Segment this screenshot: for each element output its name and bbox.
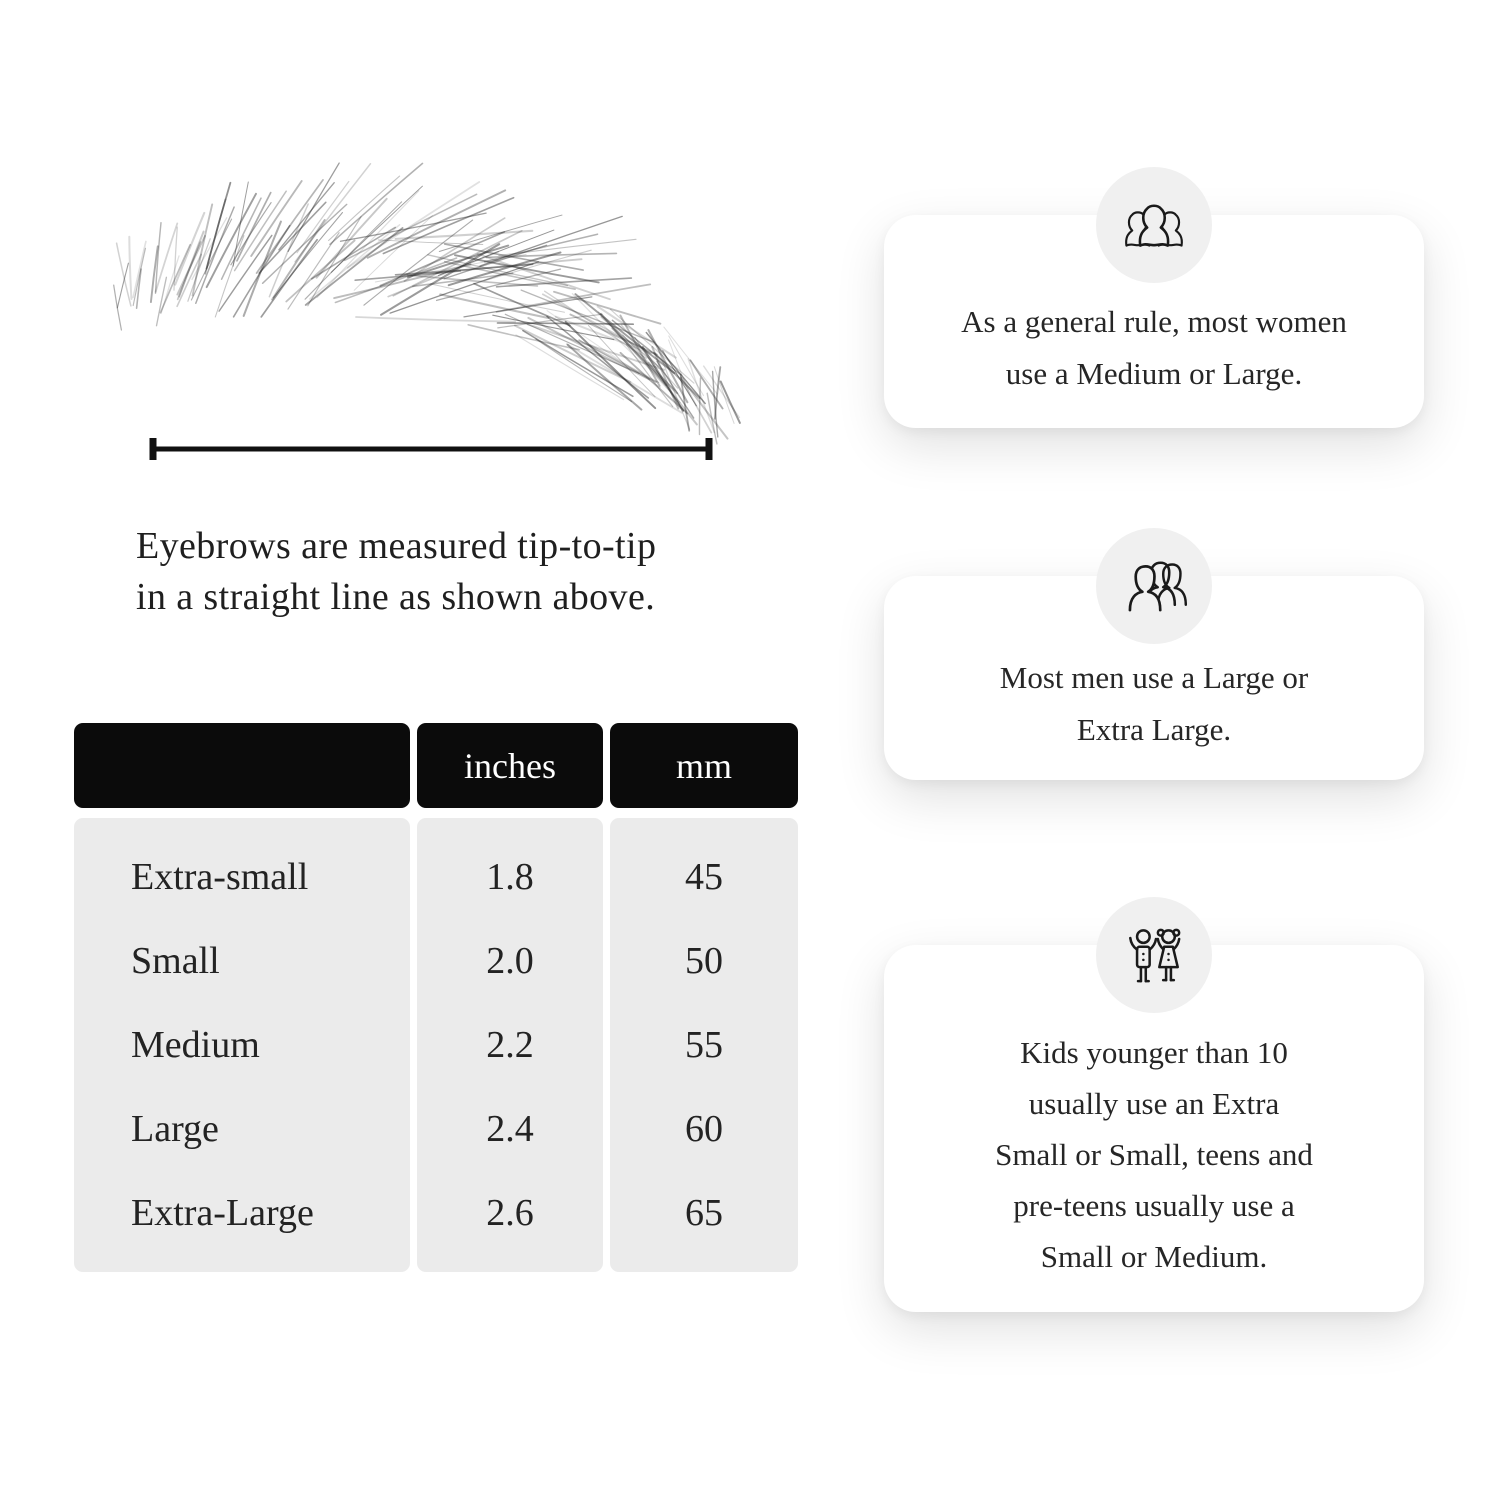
men-sizing-text — [1000, 652, 1309, 756]
card-text-line: use a Medium or Large. — [1005, 355, 1303, 391]
caption-line: in a straight line as shown above. — [136, 576, 656, 618]
card-text-line: pre-teens usually use a — [1013, 1188, 1295, 1223]
mm-value: 60 — [685, 1108, 723, 1150]
caption-line: Eyebrows are measured tip-to-tip — [136, 525, 657, 567]
inches-value: 2.2 — [486, 1024, 534, 1066]
women-sizing-card — [884, 215, 1424, 428]
women-sizing-text — [961, 296, 1347, 400]
men-group-icon — [1096, 528, 1212, 644]
inches-value: 2.4 — [486, 1108, 534, 1150]
card-text-line: Most men use a Large or — [999, 660, 1309, 695]
mm-value: 65 — [685, 1192, 723, 1234]
size-column-header — [74, 723, 410, 808]
card-text-line: Small or Medium. — [1040, 1239, 1268, 1274]
size-label-column — [74, 818, 410, 1272]
measurement-line — [149, 436, 713, 462]
card-text-line: As a general rule, most women — [961, 303, 1347, 339]
women-group-icon — [1096, 167, 1212, 283]
mm-column — [610, 818, 798, 1272]
size-label: Small — [131, 940, 220, 982]
size-label: Extra-Large — [131, 1192, 314, 1234]
inches-column — [417, 818, 603, 1272]
card-text-line: Extra Large. — [1076, 712, 1232, 747]
eyebrow-hairs-svg — [113, 222, 746, 427]
size-label: Large — [131, 1108, 219, 1150]
men-sizing-card — [884, 576, 1424, 780]
eyebrow-illustration — [113, 222, 746, 427]
inches-value: 2.0 — [486, 940, 534, 982]
size-label: Medium — [131, 1024, 260, 1066]
inches-value: 2.6 — [486, 1192, 534, 1234]
size-table-header — [74, 723, 798, 808]
kids-icon — [1096, 897, 1212, 1013]
kids-sizing-text — [995, 1027, 1313, 1282]
mm-value: 50 — [685, 940, 723, 982]
size-label: Extra-small — [131, 856, 309, 898]
mm-value: 55 — [685, 1024, 723, 1066]
kids-sizing-card — [884, 945, 1424, 1312]
card-text-line: Small or Small, teens and — [995, 1137, 1313, 1172]
inches-value: 1.8 — [486, 856, 534, 898]
mm-value: 45 — [685, 856, 723, 898]
card-text-line: usually use an Extra — [1028, 1086, 1280, 1121]
card-text-line: Kids younger than 10 — [1020, 1035, 1288, 1070]
measurement-caption — [136, 521, 656, 623]
measurement-line-svg — [149, 436, 713, 462]
mm-column-header: mm — [610, 723, 798, 808]
inches-column-header: inches — [417, 723, 603, 808]
size-table-body — [74, 818, 798, 1272]
